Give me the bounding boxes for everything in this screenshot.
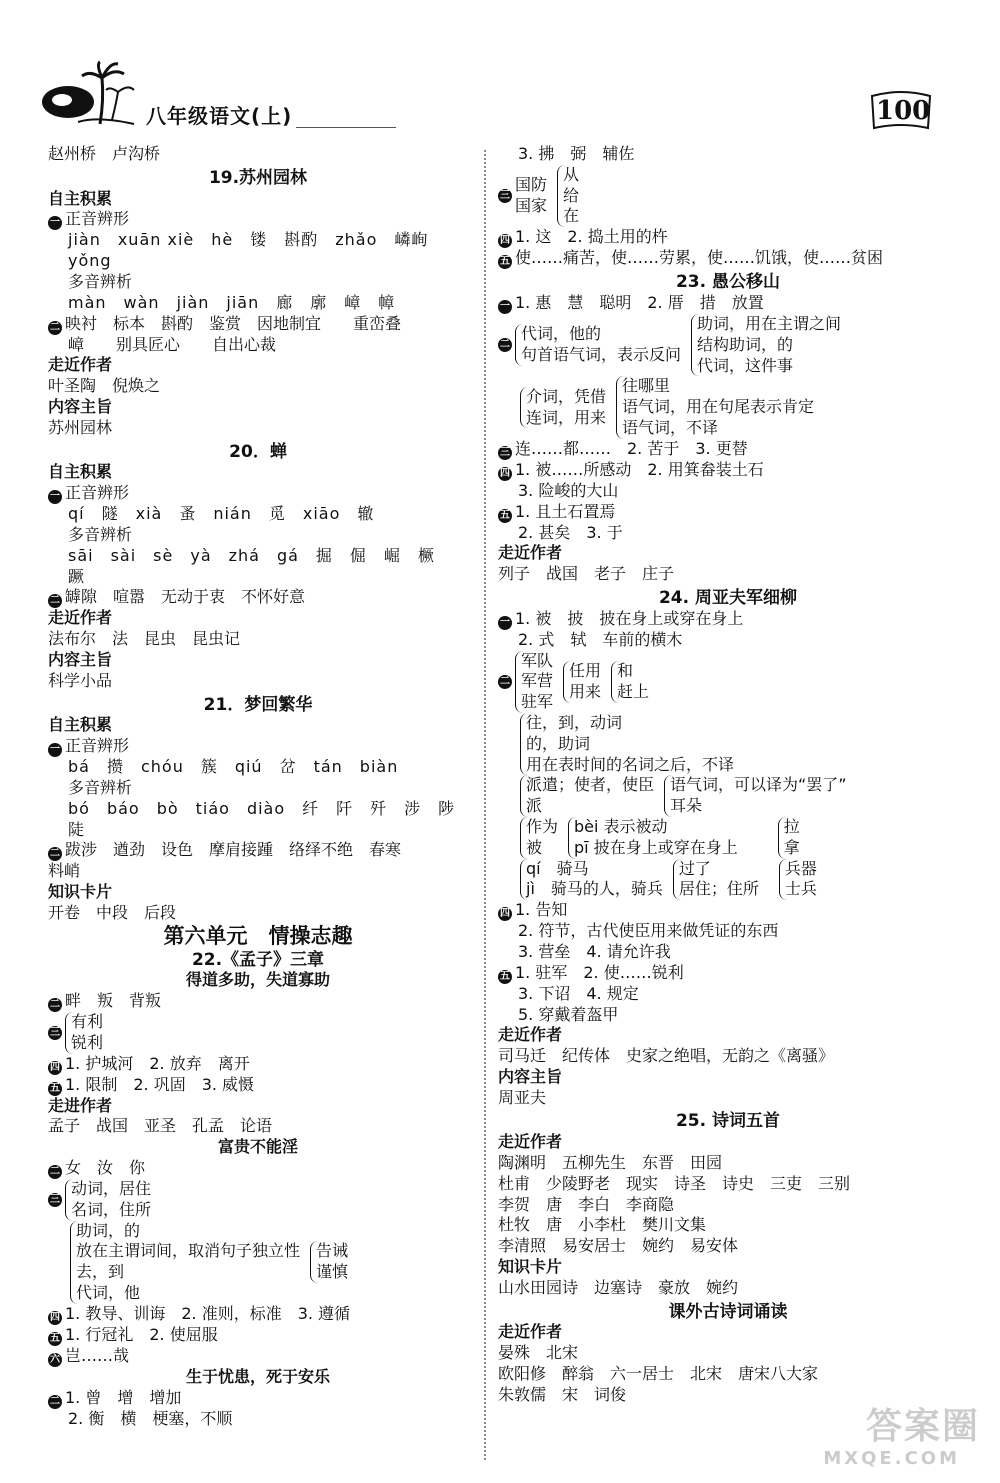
marker-2-icon: 二 — [50, 1166, 60, 1178]
section-heading: 内容主旨 — [498, 1066, 563, 1086]
marker-5-icon: 五 — [50, 1332, 60, 1344]
answer-line: bó báo bò tiáo diào 纤 阡 歼 涉 陟 — [68, 798, 456, 818]
bracket-list — [515, 324, 681, 366]
bracket-list — [664, 775, 847, 817]
marker-5-icon: 五 — [500, 509, 510, 521]
list-item: 动词，居住 — [71, 1179, 152, 1199]
answer-line: yǒng — [68, 251, 112, 271]
answer-line: 杜牧 唐 小李杜 樊川文集 — [498, 1215, 707, 1235]
section-heading: 内容主旨 — [48, 649, 113, 669]
answer-line: 2. 符节，古代使臣用来做凭证的东西 — [518, 921, 779, 941]
column-divider — [484, 150, 486, 1460]
answer-line: 周亚夫 — [498, 1087, 547, 1107]
section-heading: 走近作者 — [498, 1132, 563, 1152]
answer-line: 正音辨形 — [65, 483, 130, 503]
answer-line: 科学小品 — [48, 670, 113, 690]
section-heading: 自主积累 — [48, 188, 113, 208]
bracket-list — [568, 817, 738, 859]
answer-line: 朱敦儒 宋 词俊 — [498, 1384, 627, 1404]
list-item: 士兵 — [784, 879, 817, 899]
list-item: 去，到 — [76, 1262, 125, 1282]
subsection-title: 富贵不能淫 — [217, 1137, 298, 1157]
answer-line: 开卷 中段 后段 — [48, 902, 177, 922]
list-item: 作为 — [526, 816, 559, 836]
answer-line: 1. 惠 慧 聪明 2. 厝 措 放置 — [515, 292, 764, 312]
section-heading: 走近作者 — [498, 1322, 563, 1342]
marker-3-icon: 三 — [50, 1026, 60, 1038]
answer-line: 列子 战国 老子 庄子 — [498, 564, 675, 584]
bracket-list — [520, 387, 606, 429]
list-item: 锐利 — [71, 1032, 104, 1052]
section-heading: 走近作者 — [48, 608, 113, 628]
bracket-list — [673, 859, 759, 901]
bracket-list — [520, 817, 558, 859]
subsection-title: 生于忧患，死于安乐 — [185, 1366, 330, 1386]
marker-2-icon: 二 — [50, 1395, 60, 1407]
marker-5-icon: 五 — [500, 256, 510, 268]
answer-line: 孟子 战国 亚圣 孔孟 论语 — [48, 1116, 273, 1136]
list-item: 放在主谓词间，取消句子独立性 — [76, 1241, 301, 1261]
section-heading: 内容主旨 — [48, 396, 113, 416]
list-item: 赶上 — [617, 681, 650, 701]
bracket-list — [616, 376, 814, 438]
answer-line: 嶂 别具匠心 自出心裁 — [68, 334, 277, 354]
answer-line: 使……痛苦，使……劳累，使……饥饿，使……贫困 — [515, 248, 884, 268]
bracket-group — [498, 775, 958, 817]
list-item: 给 — [563, 185, 580, 205]
lesson-title: 课外古诗词诵读 — [668, 1301, 788, 1322]
bracket-group — [498, 165, 958, 227]
bracket-group — [498, 859, 958, 901]
section-heading: 走近作者 — [48, 355, 113, 375]
list-item: 助词，的 — [76, 1220, 141, 1240]
plain-list — [515, 175, 547, 217]
list-item: 派遣；使者，使臣 — [526, 775, 655, 795]
answer-line: 1. 这 2. 捣土用的杵 — [515, 227, 668, 247]
bracket-list — [691, 314, 841, 376]
marker-1-icon: 一 — [50, 744, 60, 756]
section-heading: 知识卡片 — [498, 1257, 563, 1277]
list-item: pī 披在身上或穿在身上 — [574, 837, 738, 857]
bracket-list — [563, 661, 601, 703]
list-item: 任用 — [569, 660, 602, 680]
list-item: 结构助词，的 — [697, 334, 794, 354]
answer-line: 李贺 唐 李白 李商隐 — [498, 1194, 675, 1214]
bracket-list — [70, 1221, 300, 1304]
list-item: 派 — [526, 796, 543, 816]
bracket-list — [65, 1012, 103, 1054]
right-column — [498, 144, 958, 1406]
marker-4-icon: 四 — [500, 908, 510, 920]
bracket-group — [498, 314, 958, 376]
marker-1-icon: 一 — [500, 616, 510, 628]
marker-3-icon: 三 — [500, 446, 510, 458]
list-item: 兵器 — [784, 858, 817, 878]
marker-4-icon: 四 — [500, 235, 510, 247]
watermark-url: MXQE.COM — [823, 1448, 960, 1469]
marker-2-icon: 二 — [50, 848, 60, 860]
answer-line: 1. 且土石置焉 — [515, 501, 616, 521]
subsection-title: 得道多助，失道寡助 — [185, 970, 330, 990]
list-item: 往，到，动词 — [526, 712, 623, 732]
bracket-list — [611, 661, 649, 703]
list-item: 过了 — [678, 858, 711, 878]
answer-line: 3. 下诏 4. 规定 — [518, 983, 639, 1003]
answer-line: 陡 — [68, 819, 85, 839]
list-item: 被 — [526, 837, 543, 857]
watermark-logo: 答案圈 — [865, 1406, 980, 1447]
answer-line: 1. 护城河 2. 放弃 离开 — [65, 1053, 250, 1073]
bracket-group — [498, 651, 958, 713]
list-item: 告诫 — [316, 1241, 349, 1261]
answer-line: 1. 被 披 披在身上或穿在身上 — [515, 608, 744, 628]
list-item: 军营 — [521, 671, 554, 691]
bracket-list — [65, 1179, 151, 1221]
lesson-title: 23. 愚公移山 — [675, 272, 781, 293]
answer-line: 2. 式 轼 车前的横木 — [518, 629, 683, 649]
list-item: 居住；住所 — [678, 879, 759, 899]
list-item: 国防 — [515, 175, 548, 195]
list-item: bèi 表示被动 — [574, 816, 668, 836]
list-item: qí 骑马 — [526, 858, 589, 878]
answer-line: 3. 险峻的大山 — [518, 480, 619, 500]
answer-line: 晏殊 北宋 — [498, 1343, 579, 1363]
answer-line: 1. 驻军 2. 使……锐利 — [515, 962, 684, 982]
answer-line: sāi sài sè yà zhá gá 掘 倔 崛 橛 — [68, 545, 435, 565]
answer-line: 赵州桥 卢沟桥 — [48, 144, 161, 163]
answer-line: 2. 甚矣 3. 于 — [518, 522, 623, 542]
header-rule — [296, 127, 396, 128]
marker-1-icon: 一 — [50, 217, 60, 229]
answer-line: 1. 曾 增 增加 — [65, 1387, 182, 1407]
answer-line: 1. 告知 — [515, 900, 568, 920]
list-item: 往哪里 — [622, 376, 671, 396]
answer-line: 1. 被……所感动 2. 用箕畚装土石 — [515, 459, 764, 479]
answer-line: 陶渊明 五柳先生 东晋 田园 — [498, 1153, 723, 1173]
answer-line: 山水田园诗 边塞诗 豪放 婉约 — [498, 1277, 739, 1297]
answer-line: 正音辨形 — [65, 736, 130, 756]
marker-2-icon: 二 — [500, 339, 510, 351]
bracket-list — [778, 817, 800, 859]
left-column — [48, 144, 468, 1429]
list-item: 在 — [563, 206, 580, 226]
bracket-group — [498, 713, 958, 775]
answer-line: 岂……哉 — [65, 1345, 130, 1365]
list-item: 语气词，不译 — [622, 417, 719, 437]
answer-line: 3. 营垒 4. 请允许我 — [518, 941, 671, 961]
bracket-group — [498, 817, 958, 859]
answer-line: màn wàn jiàn jiān 廊 廓 嶂 幛 — [68, 292, 396, 312]
list-item: 助词，用在主谓之间 — [697, 313, 842, 333]
answer-line: 映衬 标本 斟酌 鉴赏 因地制宜 重峦叠 — [65, 313, 402, 333]
list-item: 驻军 — [521, 692, 554, 712]
marker-1-icon: 一 — [500, 300, 510, 312]
answer-line: 法布尔 法 昆虫 昆虫记 — [48, 629, 241, 649]
list-item: 语气词，用在句尾表示肯定 — [622, 397, 815, 417]
list-item: 名词，住所 — [71, 1199, 152, 1219]
marker-5-icon: 五 — [50, 1082, 60, 1094]
list-item: 拉 — [783, 816, 800, 836]
list-item: 的，助词 — [526, 733, 591, 753]
book-title: 八年级语文(上) — [146, 104, 293, 128]
marker-5-icon: 五 — [500, 970, 510, 982]
marker-2-icon: 二 — [500, 675, 510, 687]
answer-line: 料峭 — [48, 861, 81, 881]
bracket-group — [48, 1179, 468, 1221]
answer-line: 多音辨析 — [68, 777, 133, 797]
answer-line: 连……都…… 2. 苦于 3. 更替 — [515, 438, 748, 458]
list-item: 用在表时间的名词之后，不译 — [526, 754, 735, 774]
marker-4-icon: 四 — [50, 1061, 60, 1073]
answer-line: 多音辨析 — [68, 271, 133, 291]
marker-2-icon: 二 — [50, 999, 60, 1011]
lesson-title: 20．蝉 — [229, 441, 287, 462]
answer-line: 2. 衡 横 梗塞，不顺 — [68, 1408, 233, 1428]
answer-line: jiàn xuān xiè hè 镂 斟酌 zhǎo 嶙峋 — [68, 230, 429, 250]
lesson-title: 22.《孟子》三章 — [191, 949, 325, 970]
section-heading: 知识卡片 — [48, 882, 113, 902]
marker-2-icon: 二 — [50, 321, 60, 333]
answer-line: 女 汝 你 — [65, 1158, 146, 1178]
section-heading: 走近作者 — [498, 1025, 563, 1045]
section-heading: 自主积累 — [48, 715, 113, 735]
list-item: 拿 — [783, 837, 800, 857]
answer-line: 1. 限制 2. 巩固 3. 威慑 — [65, 1074, 255, 1094]
lesson-title: 25. 诗词五首 — [675, 1111, 781, 1132]
bracket-list — [520, 775, 654, 817]
list-item: 代词，这件事 — [697, 355, 794, 375]
answer-line: 1. 行冠礼 2. 使屈服 — [65, 1324, 218, 1344]
bracket-list — [520, 713, 734, 775]
section-heading: 走近作者 — [498, 543, 563, 563]
list-item: 代词，他的 — [521, 324, 602, 344]
answer-line: 李清照 易安居士 婉约 易安体 — [498, 1236, 739, 1256]
answer-line: bá 攒 chóu 簇 qiú 岔 tán biàn — [68, 757, 399, 777]
lesson-title: 21．梦回繁华 — [203, 694, 313, 715]
list-item: 连词，用来 — [526, 407, 607, 427]
bracket-group — [48, 1221, 468, 1304]
answer-line: 司马迁 纪传体 史家之绝唱，无韵之《离骚》 — [498, 1046, 835, 1066]
answer-line: 罅隙 喧嚣 无动于衷 不怀好意 — [65, 587, 306, 607]
bracket-group — [498, 376, 958, 438]
lesson-title: 19.苏州园林 — [208, 167, 308, 188]
list-item: 耳朵 — [670, 796, 703, 816]
section-heading: 自主积累 — [48, 462, 113, 482]
list-item: 句首语气词，表示反问 — [521, 345, 682, 365]
list-item: 从 — [563, 164, 580, 184]
marker-3-icon: 三 — [500, 189, 510, 201]
answer-line: 3. 拂 弼 辅佐 — [518, 144, 635, 163]
marker-4-icon: 四 — [50, 1311, 60, 1323]
bracket-list — [779, 859, 817, 901]
marker-1-icon: 一 — [50, 491, 60, 503]
book-logo-icon — [38, 60, 138, 130]
answer-line: 1. 教导、训诲 2. 准则，标准 3. 遵循 — [65, 1303, 351, 1323]
answer-line: qí 隧 xià 蚤 nián 觅 xiāo 辙 — [68, 504, 375, 524]
list-item: jì 骑马的人，骑兵 — [526, 879, 663, 899]
answer-line: 5. 穿戴着盔甲 — [518, 1004, 619, 1024]
unit-title: 第六单元 情操志趣 — [163, 923, 353, 948]
bracket-group — [48, 1012, 468, 1054]
list-item: 谨慎 — [316, 1262, 349, 1282]
marker-4-icon: 四 — [500, 467, 510, 479]
page-header — [0, 0, 1000, 150]
answer-line: 正音辨形 — [65, 209, 130, 229]
list-item: 和 — [617, 660, 634, 680]
list-item: 用来 — [569, 681, 602, 701]
bracket-list — [520, 859, 663, 901]
list-item: 国家 — [515, 195, 548, 215]
marker-3-icon: 三 — [50, 1193, 60, 1205]
answer-line: 跋涉 遒劲 设色 摩肩接踵 络绎不绝 春寒 — [65, 840, 402, 860]
lesson-title: 24. 周亚夫军细柳 — [658, 587, 798, 608]
page-number: 100 — [876, 96, 931, 126]
list-item: 有利 — [71, 1012, 104, 1032]
section-heading: 走进作者 — [48, 1095, 113, 1115]
answer-line: 蹶 — [68, 566, 85, 586]
answer-line: 叶圣陶 倪焕之 — [48, 376, 161, 396]
bracket-list — [515, 651, 553, 713]
list-item: 军队 — [521, 650, 554, 670]
answer-line: 多音辨析 — [68, 524, 133, 544]
marker-2-icon: 二 — [50, 595, 60, 607]
bracket-list — [310, 1241, 348, 1283]
marker-6-icon: 六 — [50, 1353, 60, 1365]
bracket-list — [557, 165, 579, 227]
list-item: 代词，他 — [76, 1283, 141, 1303]
list-item: 语气词，可以译为“罢了” — [670, 775, 847, 795]
answer-line: 苏州园林 — [48, 417, 113, 437]
list-item: 介词，凭借 — [526, 386, 607, 406]
answer-line: 欧阳修 醉翁 六一居士 北宋 唐宋八大家 — [498, 1364, 819, 1384]
answer-line: 杜甫 少陵野老 现实 诗圣 诗史 三吏 三别 — [498, 1173, 851, 1193]
answer-line: 畔 叛 背叛 — [65, 991, 162, 1011]
